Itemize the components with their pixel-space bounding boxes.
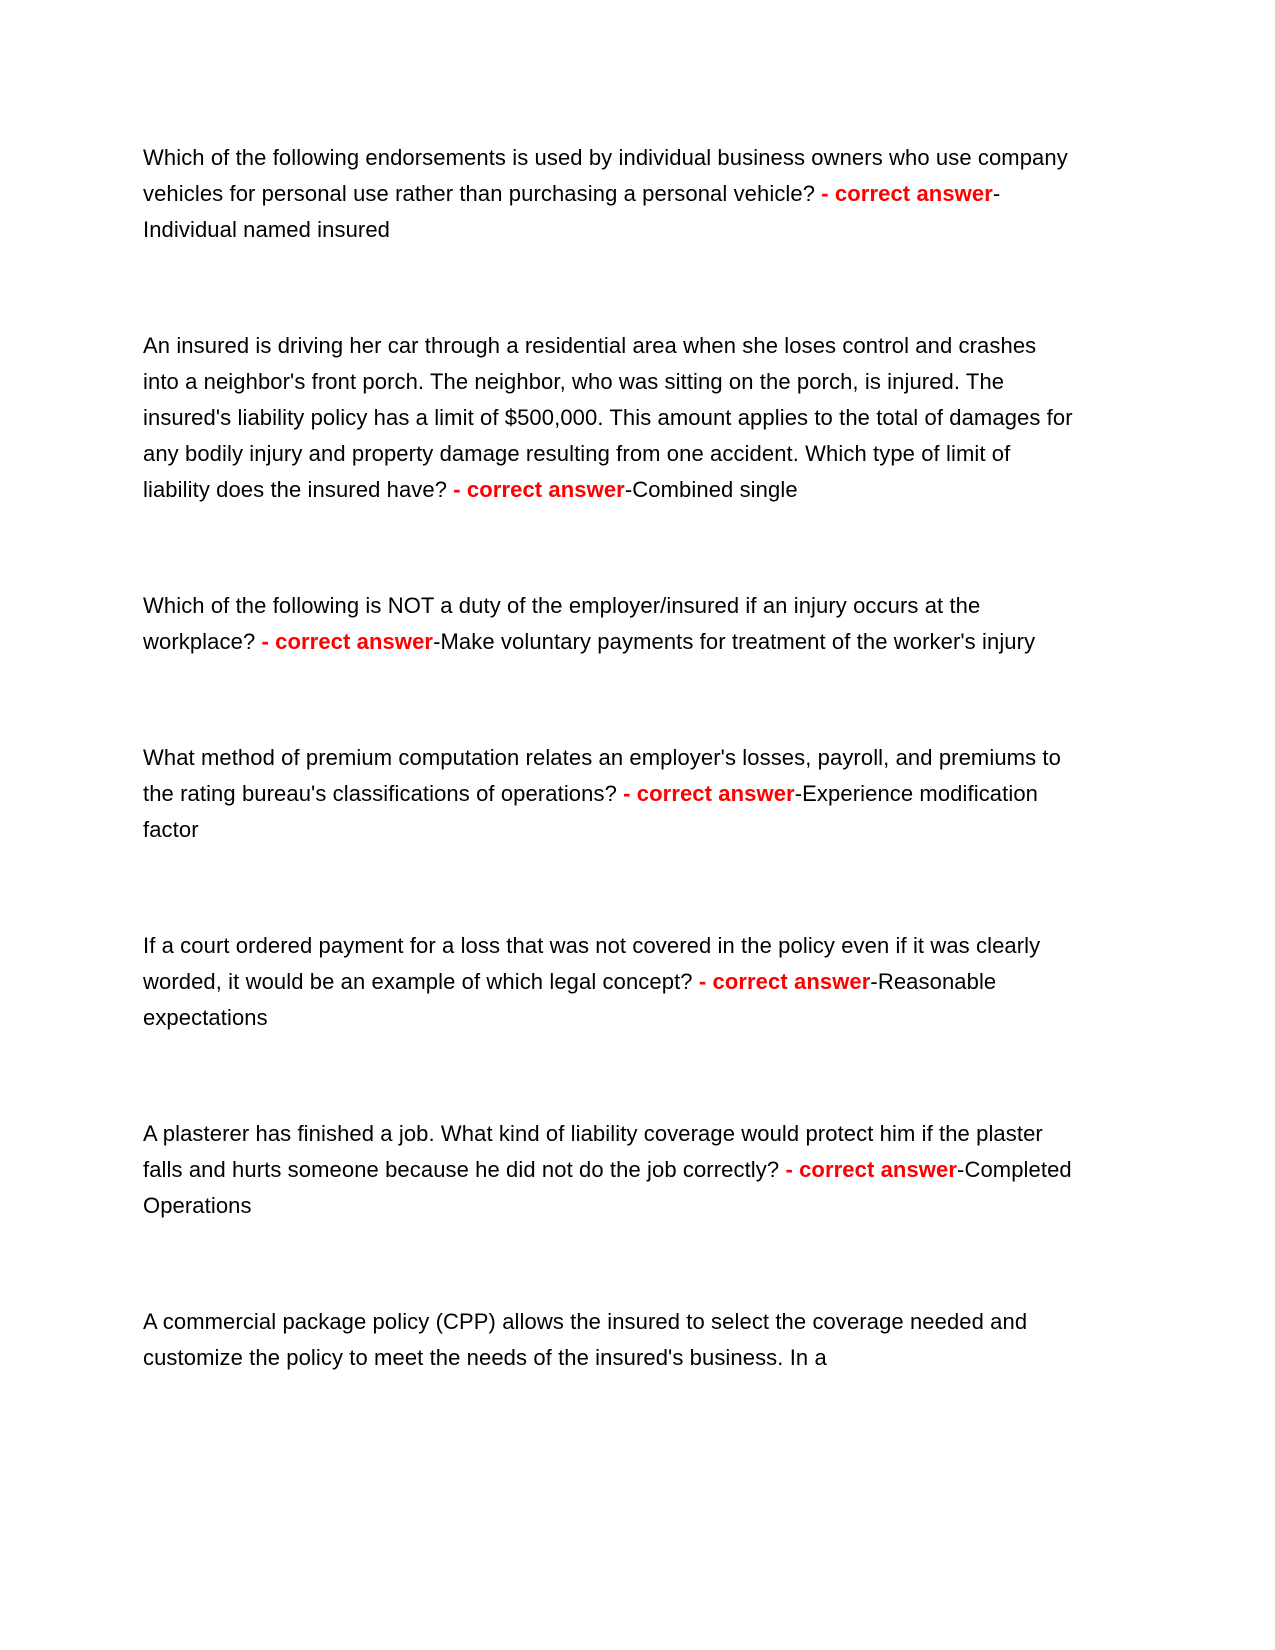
correct-answer-marker: - correct answer [261,629,434,654]
question-text: Which of the following is NOT a duty of the employer/insured if an injury occurs at the workplace? [143,593,981,654]
question-text: An insured is driving her car through a residential area when she loses control and crashes into a neighbor's front porch. The neighbor, who was sitting on the porch, is injured. The insured's liability policy has a limit of $500,000. This amount applies to the total of damages for any bodily injury and property damage resulting from one accident. Which type of limit of liability does the insured have? [143,333,1073,502]
question-text: If a court ordered payment for a loss that was not covered in the policy even if it was clearly worded, it would be an example of which legal concept? [143,933,1041,994]
question-text: -Completed Operations [143,1157,1072,1218]
correct-answer-marker: - correct answer [698,969,871,994]
paragraph [143,588,1075,660]
paragraph [143,928,1075,1036]
paragraph [143,1304,1075,1376]
paragraph [143,1116,1075,1224]
paragraph [143,140,1075,248]
question-text: -Reasonable expectations [143,969,997,1030]
question-text: -Make voluntary payments for treatment of the worker's injury [433,629,1036,654]
question-text: -Experience modification factor [143,781,1039,842]
question-text: Which of the following endorsements is used by individual business owners who use company vehicles for personal use rather than purchasing a personal vehicle? [143,145,1068,206]
correct-answer-marker: - correct answer [785,1157,958,1182]
paragraph [143,328,1075,508]
correct-answer-marker: - correct answer [623,781,795,806]
question-text: A commercial package policy (CPP) allows the insured to select the coverage needed and customize the policy to meet the needs of the insured's business. In a [143,1309,1028,1370]
question-text: What method of premium computation relates an employer's losses, payroll, and premiums to the rating bureau's classifications of operations? [143,745,1061,806]
question-text: -Individual named insured [143,181,1001,242]
question-text: A plasterer has finished a job. What kind of liability coverage would protect him if the plaster falls and hurts someone because he did not do the job correctly? [143,1121,1043,1182]
document-content [143,140,1075,1376]
correct-answer-marker: - correct answer [453,477,625,502]
correct-answer-marker: - correct answer [821,181,993,206]
paragraph [143,740,1075,848]
question-text: -Combined single [624,477,798,502]
